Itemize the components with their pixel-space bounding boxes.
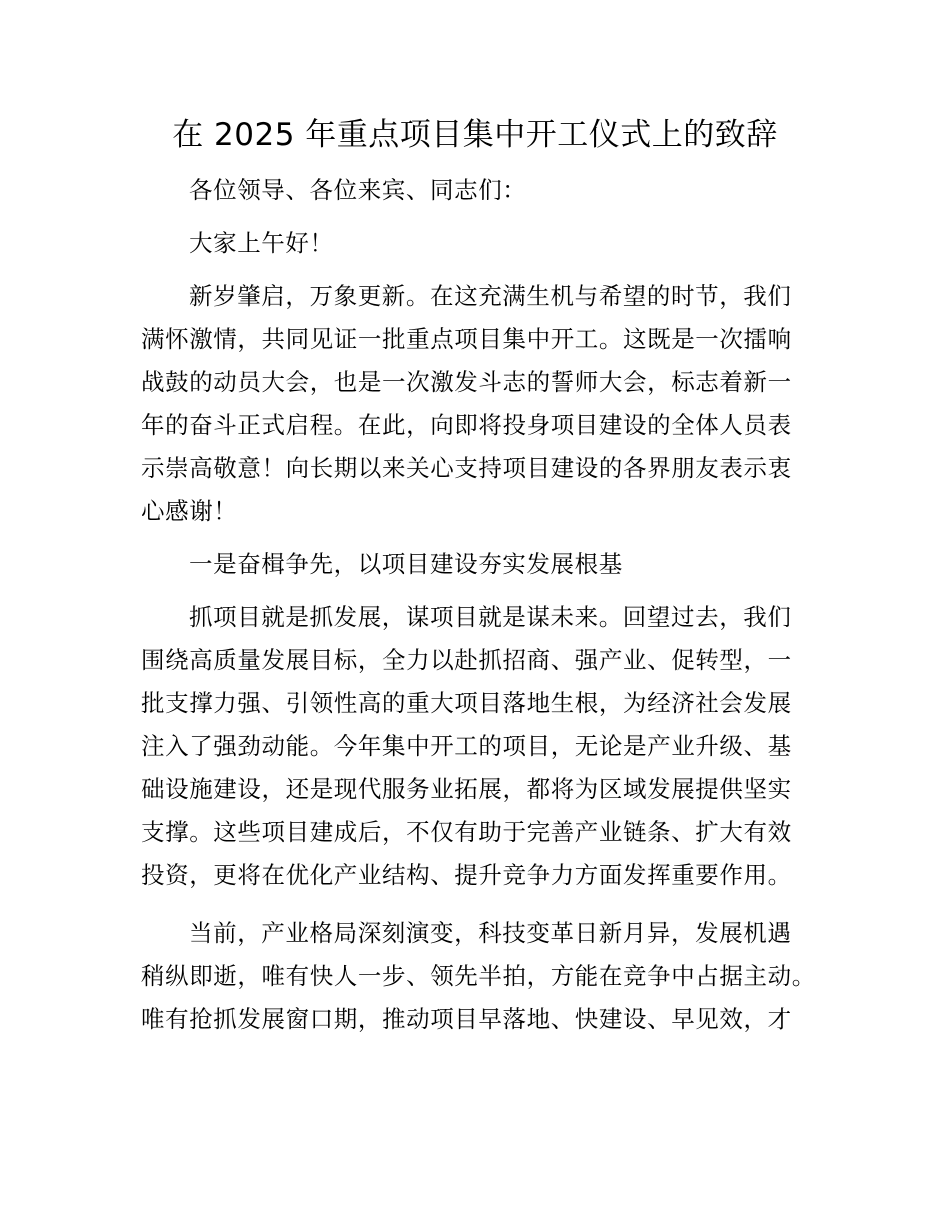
paragraph-1-line: 战鼓的动员大会，也是一次激发斗志的誓师大会，标志着新一 xyxy=(141,368,792,396)
paragraph-1-line: 示崇高敬意！向长期以来关心支持项目建设的各界朋友表示衷 xyxy=(141,454,792,482)
paragraph-3-line: 当前，产业格局深刻演变，科技变革日新月异，发展机遇 xyxy=(189,919,792,947)
paragraph-3-line: 唯有抢抓发展窗口期，推动项目早落地、快建设、早见效，才 xyxy=(141,1005,792,1033)
paragraph-2-line: 围绕高质量发展目标，全力以赴抓招商、强产业、促转型，一 xyxy=(141,646,792,674)
paragraph-2-line: 支撑。这些项目建成后，不仅有助于完善产业链条、扩大有效 xyxy=(141,818,792,846)
paragraph-2-line: 注入了强劲动能。今年集中开工的项目，无论是产业升级、基 xyxy=(141,732,792,760)
paragraph-1-line: 新岁肇启，万象更新。在这充满生机与希望的时节，我们 xyxy=(189,282,792,310)
paragraph-1-line: 心感谢！ xyxy=(141,497,238,525)
paragraph-3-line: 稍纵即逝，唯有快人一步、领先半拍，方能在竞争中占据主动。 xyxy=(141,962,816,990)
paragraph-1-line: 年的奋斗正式启程。在此，向即将投身项目建设的全体人员表 xyxy=(141,411,792,439)
greeting: 大家上午好！ xyxy=(189,229,334,257)
section-heading-1: 一是奋楫争先，以项目建设夯实发展根基 xyxy=(189,550,623,578)
paragraph-2 xyxy=(141,596,813,897)
paragraph-2-line: 批支撑力强、引领性高的重大项目落地生根，为经济社会发展 xyxy=(141,689,792,717)
paragraph-2-line: 投资，更将在优化产业结构、提升竞争力方面发挥重要作用。 xyxy=(141,861,792,889)
paragraph-3 xyxy=(141,912,816,1041)
paragraph-2-line: 础设施建设，还是现代服务业拓展，都将为区域发展提供坚实 xyxy=(141,775,792,803)
salutation: 各位领导、各位来宾、同志们： xyxy=(189,176,527,204)
paragraph-2-line: 抓项目就是抓发展，谋项目就是谋未来。回望过去，我们 xyxy=(189,603,792,631)
document-title: 在 2025 年重点项目集中开工仪式上的致辞 xyxy=(172,117,778,153)
paragraph-1 xyxy=(141,275,813,533)
paragraph-1-line: 满怀激情，共同见证一批重点项目集中开工。这既是一次擂响 xyxy=(141,325,792,353)
